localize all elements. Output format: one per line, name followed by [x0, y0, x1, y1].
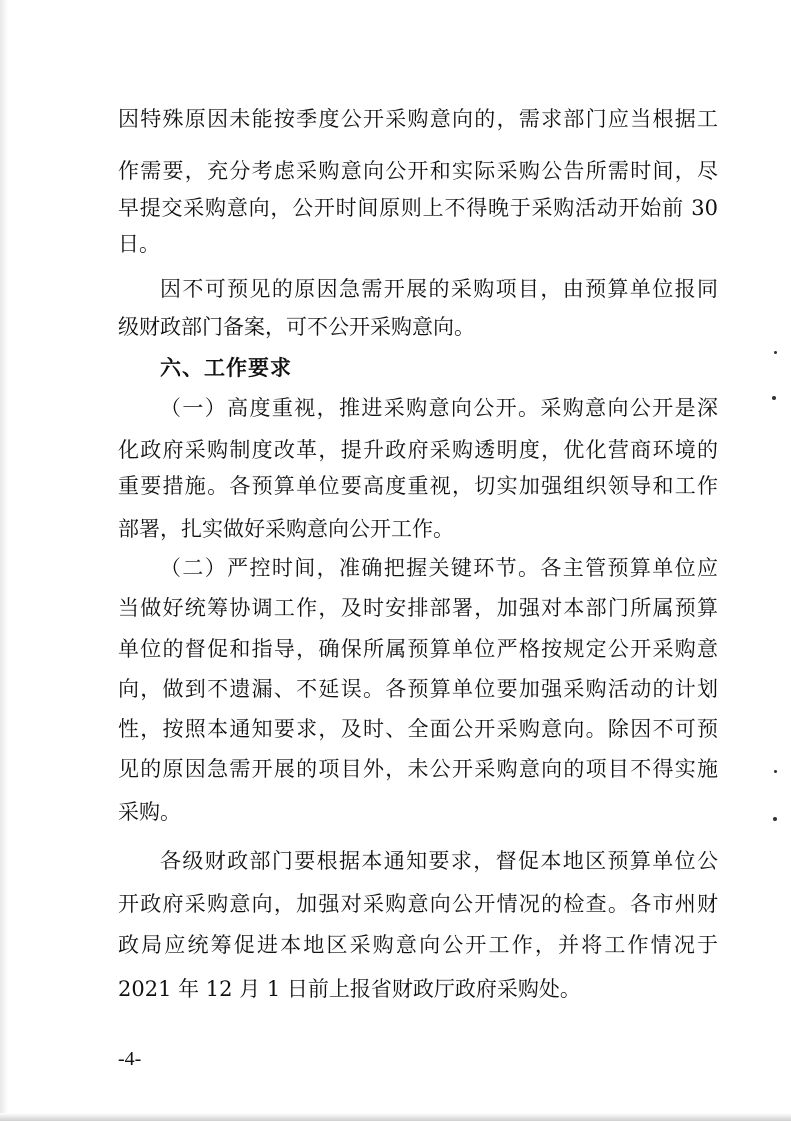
section-heading: 六、工作要求 [160, 356, 292, 380]
scan-edge-bottom [0, 1113, 791, 1121]
body-line: 2021 年 12 月 1 日前上报省财政厅政府采购处。 [118, 977, 581, 1001]
body-line: 因特殊原因未能按季度公开采购意向的，需求部门应当根据工 [118, 107, 718, 131]
body-line: 政局应统筹促进本地区采购意向公开工作，并将工作情况于 [118, 933, 718, 957]
scan-speck [773, 817, 777, 821]
scan-speck [774, 770, 777, 773]
page-number: -4- [118, 1048, 142, 1070]
body-line: 日。 [118, 232, 160, 256]
body-line: 级财政部门备案，可不公开采购意向。 [118, 315, 475, 339]
body-line: 早提交采购意向，公开时间原则上不得晚于采购活动开始前 30 [118, 196, 718, 220]
paragraph-first-line: （二）严控时间，准确把握关键环节。各主管预算单位应 [160, 556, 718, 580]
body-line: 单位的督促和指导，确保所属预算单位严格按规定公开采购意 [118, 637, 718, 661]
body-line: 作需要，充分考虑采购意向公开和实际采购公告所需时间，尽 [118, 159, 718, 183]
body-line: 化政府采购制度改革，提升政府采购透明度，优化营商环境的 [118, 438, 718, 462]
body-line: 向，做到不遗漏、不延误。各预算单位要加强采购活动的计划 [118, 677, 718, 701]
scan-speck [774, 351, 777, 354]
paragraph-first-line: （一）高度重视，推进采购意向公开。采购意向公开是深 [160, 396, 718, 420]
body-line: 见的原因急需开展的项目外，未公开采购意向的项目不得实施 [118, 757, 718, 781]
body-line: 开政府采购意向，加强对采购意向公开情况的检查。各市州财 [118, 892, 718, 916]
body-line: 当做好统筹协调工作，及时安排部署，加强对本部门所属预算 [118, 596, 718, 620]
paragraph-first-line: 各级财政部门要根据本通知要求，督促本地区预算单位公 [160, 849, 718, 873]
body-line: 性，按照本通知要求，及时、全面公开采购意向。除因不可预 [118, 717, 718, 741]
scan-edge-left [0, 0, 8, 1121]
scan-speck [772, 396, 776, 400]
paragraph-first-line: 因不可预见的原因急需开展的采购项目，由预算单位报同 [160, 277, 718, 301]
body-line: 采购。 [118, 800, 181, 824]
body-line: 部署，扎实做好采购意向公开工作。 [118, 517, 454, 541]
body-line: 重要措施。各预算单位要高度重视，切实加强组织领导和工作 [118, 474, 718, 498]
